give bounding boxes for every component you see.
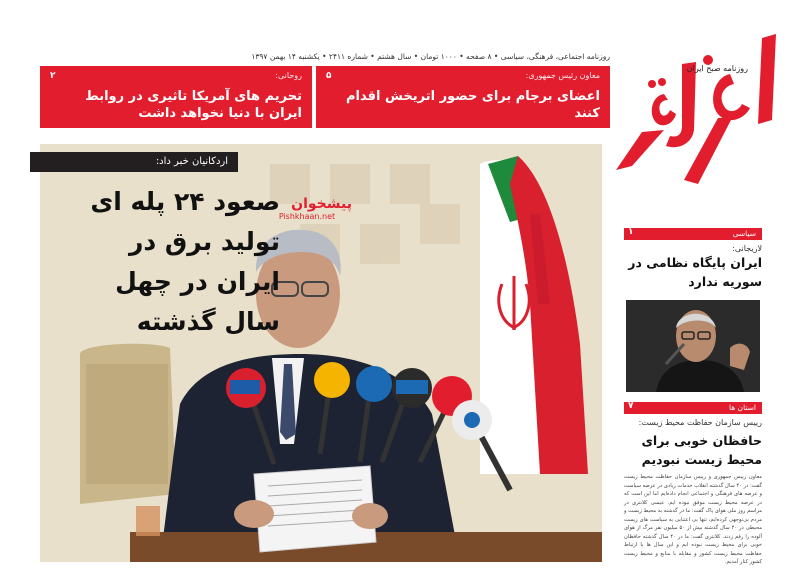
side-story-kicker: رییس سازمان حفاظت محیط زیست: xyxy=(638,418,762,427)
masthead-tagline: روزنامه صبح ایران xyxy=(686,64,748,73)
side-story-2[interactable] xyxy=(624,418,762,567)
section-page-number: ۱ xyxy=(628,227,634,237)
side-story-1[interactable] xyxy=(624,244,762,291)
issue-info-line: روزنامه اجتماعی، فرهنگی، سیاسی • ۸ صفحه • ۱۰۰۰ تومان • سال هشتم • شماره ۲۴۱۱ • یکشنبه ۱۴ بهمن ۱۳۹۷ xyxy=(251,52,610,61)
teaser-kicker: معاون رئیس جمهوری: xyxy=(525,71,600,80)
watermark-name: پیشخوان xyxy=(291,196,352,212)
side-story-headline[interactable]: ایران پایگاه نظامی در سوریه ندارد xyxy=(628,255,762,289)
side-story-kicker: لاریجانی: xyxy=(732,244,762,253)
teaser-divider xyxy=(312,66,316,128)
section-page-number: ۷ xyxy=(628,401,634,411)
header-teaser-bar xyxy=(40,66,610,128)
speaker-portrait-image xyxy=(626,300,760,392)
section-bar-provinces xyxy=(624,402,762,414)
side-story-photo[interactable] xyxy=(626,300,760,392)
teaser-story[interactable] xyxy=(316,66,610,128)
masthead[interactable] xyxy=(612,34,782,234)
teaser-headline[interactable]: تحریم های آمریکا تاثیری در روابط ایران با دنیا نخواهد داشت xyxy=(85,89,302,121)
main-story-kicker: اردکانیان خبر داد: xyxy=(30,152,238,172)
section-label: سیاسی xyxy=(732,229,756,238)
side-story-headline[interactable]: حافظان خوبی برای محیط زیست نبودیم xyxy=(641,433,762,467)
teaser-kicker: روحانی: xyxy=(275,71,302,80)
section-label: استان ها xyxy=(728,403,756,412)
teaser-page-number: ۵ xyxy=(326,71,332,81)
side-story-body: معاون رییس جمهوری و رییس سازمان حفاظت محیط زیست گفت: در ۴۰ سال گذشته انقلاب خدمات زیادی در عرصه سیاست و عرصه های فرهنگی و اجتماعی انجام داده‌ایم اما این است که در عرصه محیط زیست موفق نبوده ایم. عیسی کلانتری در مراسم روز ملی هوای پاک گفت: ما در گذشته به محیط زیست و مردم بی‌توجهی کرده‌ایم، تنها بی اعتنایی به سیاست های زیست محیطی در ۴۰ سال گذشته بیش از ۵۰ میلیون نفر مرگ از هوای آلوده را رقم زدند. کلانتری گفت: ما در ۴۰ سال گذشته حافظان خوبی برای محیط زیست نبوده ایم و این سال ها با ارتباط حفاظت محیط زیست کشور و مقابله با منابع و محیط زیست کشور کنار آمدیم. xyxy=(624,474,762,565)
teaser-story[interactable] xyxy=(40,66,312,128)
section-bar-politics xyxy=(624,228,762,240)
teaser-headline[interactable]: اعضای برجام برای حضور اتریخش اقدام کنند xyxy=(346,89,600,121)
watermark-url: Pishkhaan.net xyxy=(278,212,336,221)
main-story-headline[interactable]: صعود ۲۴ پله ای تولید برق در ایران در چهل سال گذشته xyxy=(90,187,280,336)
watermark xyxy=(262,196,352,232)
teaser-page-number: ۲ xyxy=(50,71,56,81)
